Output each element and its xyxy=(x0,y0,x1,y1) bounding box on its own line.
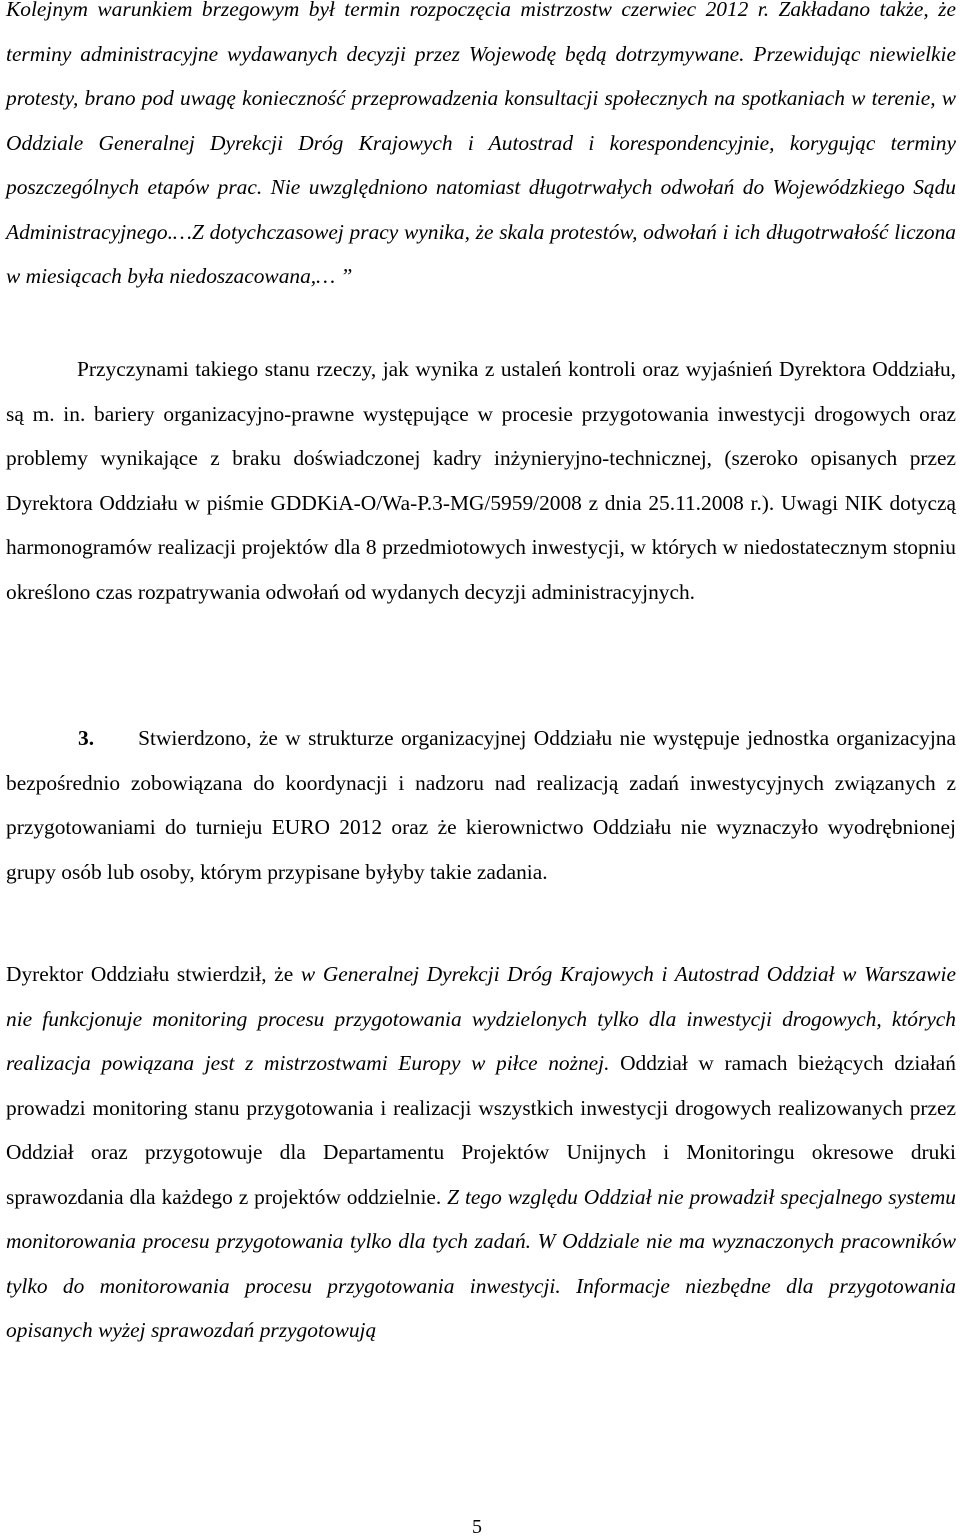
finding-number: 3. xyxy=(78,726,95,750)
paragraph-quote-terms xyxy=(6,0,956,299)
paragraph-director-statement xyxy=(6,952,956,1353)
director-statement-lead: Dyrektor Oddziału stwierdził, że xyxy=(6,962,301,986)
paragraph-causes: Przyczynami takiego stanu rzeczy, jak wynika z ustaleń kontroli oraz wyjaśnień Dyrektora Oddziału, są m. in. bariery organizacyjno-prawne występujące w procesie przygotowania inwestycji drogowych oraz problemy wynikające z braku doświadczonej kadry inżynieryjno-technicznej, (szeroko opisanych przez Dyrektora Oddziału w piśmie GDDKiA-O/Wa-P.3-MG/5959/2008 z dnia 25.11.2008 r.). Uwagi NIK dotyczą harmonogramów realizacji projektów dla 8 przedmiotowych inwestycji, w których w niedostatecznym stopniu określono czas rozpatrywania odwołań od wydanych decyzji administracyjnych. xyxy=(6,357,956,604)
director-statement-middle: Oddział w ramach bieżących działań prowadzi monitoring stanu przygotowania i realizacji wszystkich inwestycji drogowych realizowanych przez Oddział oraz przygotowuje dla Departamentu Projektów Unijnych i Monitoringu okresowe druki sprawozdania dla każdego z projektów oddzielnie. xyxy=(6,1051,956,1209)
paragraph-finding-3 xyxy=(6,716,956,894)
director-statement-quote-2: Z tego względu Oddział nie prowadził specjalnego systemu monitorowania procesu przygotowania tylko dla tych zadań. W Oddziale nie ma wyznaczonych pracowników tylko do monitorowania procesu przygotowania inwestycji. Informacje niezbędne dla przygotowania opisanych wyżej sprawozdań przygotowują xyxy=(6,1184,956,1342)
finding-3-text: Stwierdzono, że w strukturze organizacyjnej Oddziału nie występuje jednostka organizacyjna bezpośrednio zobowiązana do koordynacji i nadzoru nad realizacją zadań inwestycyjnych związanych z przygotowaniami do turnieju EURO 2012 oraz że kierownictwo Oddziału nie wyznaczyło wyodrębnionej grupy osób lub osoby, którym przypisane byłyby takie zadania. xyxy=(6,726,956,884)
director-statement-quote-1: w Generalnej Dyrekcji Dróg Krajowych i Autostrad Oddział w Warszawie nie funkcjonuje monitoring procesu przygotowania wydzielonych tylko dla inwestycji drogowych, których realizacja powiązana jest z mistrzostwami Europy w piłce nożnej. xyxy=(6,962,956,1075)
paragraph-quote-terms-text: Kolejnym warunkiem brzegowym był termin rozpoczęcia mistrzostw czerwiec 2012 r. Zakładano także, że terminy administracyjne wydawanych decyzji przez Wojewodę będą dotrzymywane. Przewidując niewielkie protesty, brano pod uwagę konieczność przeprowadzenia konsultacji społecznych na spotkaniach w terenie, w Oddziale Generalnej Dyrekcji Dróg Krajowych i Autostrad i korespondencyjnie, korygując terminy poszczególnych etapów prac. Nie uwzględniono natomiast długotrwałych odwołań do Wojewódzkiego Sądu Administracyjnego.…Z dotychczasowej pracy wynika, że skala protestów, odwołań i ich długotrwałość liczona w miesiącach była niedoszacowana,… ” xyxy=(6,0,956,288)
page-number: 5 xyxy=(472,1516,482,1538)
